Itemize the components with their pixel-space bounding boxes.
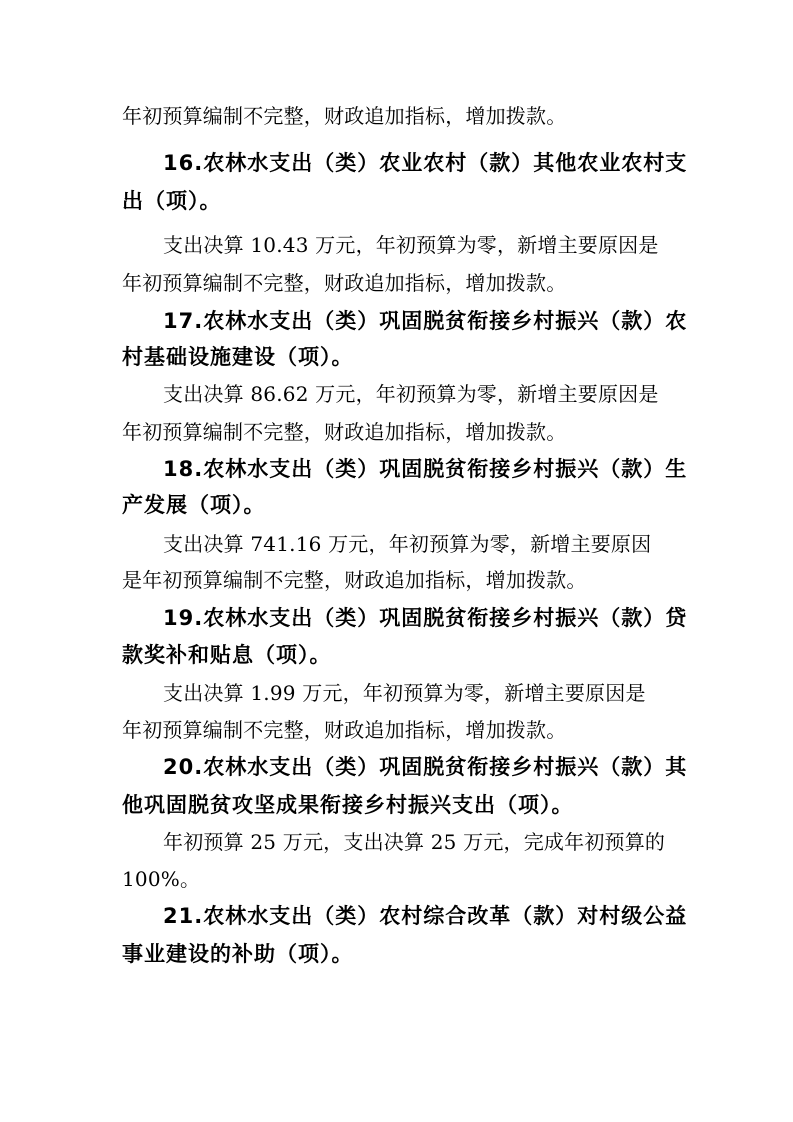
section-heading-18-cont: 产发展（项）。 [122, 493, 266, 517]
section-heading-18: 18.农林水支出（类）巩固脱贫衔接乡村振兴（款）生 [163, 457, 688, 481]
body-text-line: 100%。 [122, 867, 201, 891]
body-text-line: 是年初预算编制不完整，财政追加指标，增加拨款。 [122, 568, 587, 592]
section-heading-20: 20.农林水支出（类）巩固脱贫衔接乡村振兴（款）其 [163, 755, 688, 779]
body-text-line: 支出决算 86.62 万元，年初预算为零，新增主要原因是 [163, 382, 659, 406]
body-text-line: 支出决算 1.99 万元，年初预算为零，新增主要原因是 [163, 681, 646, 705]
body-text-line: 年初预算编制不完整，财政追加指标，增加拨款。 [122, 420, 567, 444]
section-heading-16: 16.农林水支出（类）农业农村（款）其他农业农村支 [163, 151, 688, 175]
body-text-line: 支出决算 741.16 万元，年初预算为零，新增主要原因 [163, 532, 652, 556]
section-heading-19: 19.农林水支出（类）巩固脱贫衔接乡村振兴（款）贷 [163, 606, 688, 630]
body-text-line: 支出决算 10.43 万元，年初预算为零，新增主要原因是 [163, 233, 659, 257]
body-text-line: 年初预算编制不完整，财政追加指标，增加拨款。 [122, 718, 567, 742]
section-heading-21-cont: 事业建设的补助（项）。 [122, 942, 354, 966]
section-heading-17: 17.农林水支出（类）巩固脱贫衔接乡村振兴（款）农 [163, 309, 688, 333]
section-heading-16-cont: 出（项）。 [122, 189, 222, 213]
body-text-line: 年初预算编制不完整，财政追加指标，增加拨款。 [122, 104, 567, 128]
section-heading-20-cont: 他巩固脱贫攻坚成果衔接乡村振兴支出（项）。 [122, 793, 574, 817]
body-text-line: 年初预算 25 万元，支出决算 25 万元，完成年初预算的 [163, 830, 666, 854]
body-text-line: 年初预算编制不完整，财政追加指标，增加拨款。 [122, 271, 567, 295]
section-heading-21: 21.农林水支出（类）农村综合改革（款）对村级公益 [163, 904, 688, 928]
section-heading-17-cont: 村基础设施建设（项）。 [122, 345, 354, 369]
section-heading-19-cont: 款奖补和贴息（项）。 [122, 643, 332, 667]
